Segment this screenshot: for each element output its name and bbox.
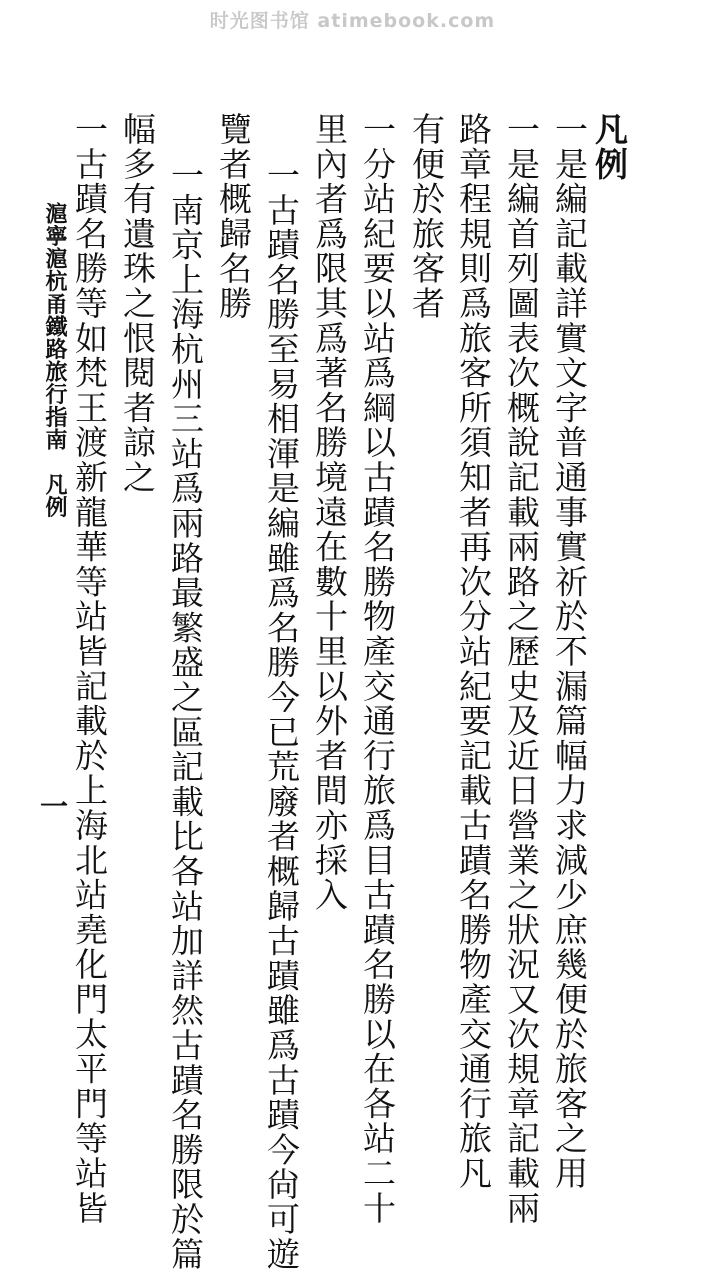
text-column-11: 一古蹟名勝等如梵王渡新龍華等站皆記載於上海北站堯化門太平門等站皆 [70, 112, 109, 1226]
text-column-4: 有便於旅客者 [407, 112, 446, 321]
section-heading: 凡例 [590, 112, 629, 182]
text-column-2: 一是編首列圖表次概說記載兩路之歷史及近日營業之狀況又次規章記載兩 [502, 112, 541, 1226]
text-column-5: 一分站紀要以站爲綱以古蹟名勝物產交通行旅爲目古蹟名勝以在各站二十 [358, 112, 397, 1226]
page-number: 一 [40, 790, 69, 823]
running-title: 滬寧滬杭甬鐵路旅行指南 凡例 [42, 202, 68, 519]
text-column-9: 一南京上海杭州三站爲兩路最繁盛之區記載比各站加詳然古蹟名勝限於篇 [166, 158, 205, 1272]
text-column-7: 一古蹟名勝至易相渾是編雖爲名勝今已荒廢者概歸古蹟雖爲古蹟今尙可遊 [262, 158, 301, 1272]
text-column-1: 一是編記載詳實文字普通事實祈於不漏篇幅力求減少庶幾便於旅客之用 [550, 112, 589, 1191]
text-column-6: 里內者爲限其爲著名勝境遠在數十里以外者間亦採入 [310, 112, 349, 913]
text-column-8: 覽者概歸名勝 [214, 112, 253, 321]
text-column-10: 幅多有遺珠之恨閱者諒之 [118, 112, 157, 495]
watermark: 时光图书馆 atimebook.com [209, 10, 496, 32]
text-column-3: 路章程規則爲旅客所須知者再次分站紀要記載古蹟名勝物產交通行旅凡 [454, 112, 493, 1191]
